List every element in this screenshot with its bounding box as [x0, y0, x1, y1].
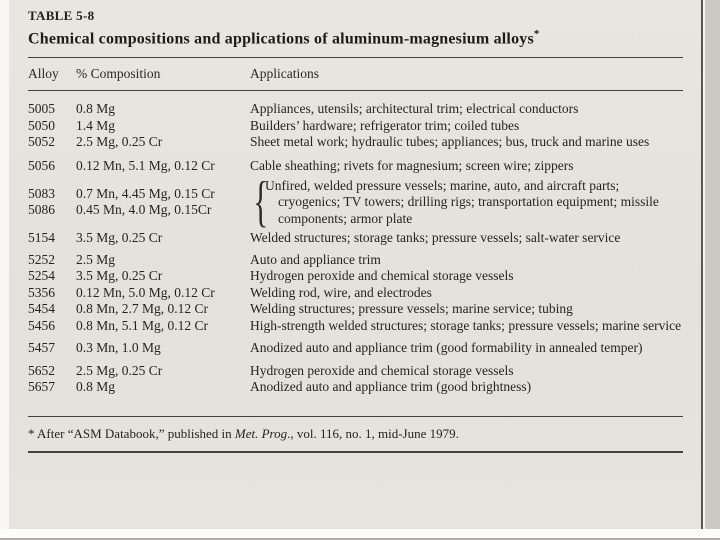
alloy-cell: 5083 — [28, 185, 55, 201]
alloy-cell: 5056 — [28, 157, 55, 173]
composition-cell: 0.12 Mn, 5.1 Mg, 0.12 Cr — [76, 157, 215, 173]
applications-cell: Unfired, welded pressure vessels; marine, auto, and aircraft parts; cryogenics; TV towers; drilling rigs; transportation equipment; missile components; armor plate — [265, 177, 659, 226]
table-row — [28, 268, 683, 285]
group-alloy-cells — [28, 186, 250, 219]
applications-cell: Builders’ hardware; refrigerator trim; coiled tubes — [250, 117, 520, 133]
composition-cell: 3.5 Mg, 0.25 Cr — [76, 268, 163, 284]
scan-paper-area — [9, 0, 703, 529]
table-row — [28, 118, 683, 135]
table-row — [28, 318, 683, 335]
alloy-cell: 5356 — [28, 284, 55, 300]
applications-cell: Anodized auto and appliance trim (good formability in annealed temper) — [250, 340, 643, 356]
group-subrow — [28, 202, 250, 219]
applications-cell: Cable sheathing; rivets for magnesium; screen wire; zippers — [250, 157, 574, 173]
applications-cell: Appliances, utensils; architectural trim; electrical conductors — [250, 101, 579, 117]
header-applications: Applications — [250, 66, 319, 82]
composition-cell: 0.3 Mn, 1.0 Mg — [76, 340, 161, 356]
alloy-cell: 5086 — [28, 202, 55, 218]
header-composition: % Composition — [76, 66, 161, 82]
applications-cell: Welding rod, wire, and electrodes — [250, 284, 432, 300]
footnote-prefix: * After “ASM Databook,” published in — [28, 425, 235, 441]
composition-cell: 0.7 Mn, 4.45 Mg, 0.15 Cr — [76, 185, 215, 201]
group-brace-glyph: { — [253, 171, 269, 234]
alloy-cell: 5252 — [28, 251, 55, 267]
applications-cell: Welded structures; storage tanks; pressure vessels; salt-water service — [250, 230, 621, 246]
alloy-cell: 5652 — [28, 362, 55, 378]
applications-cell: Welding structures; pressure vessels; marine service; tubing — [250, 301, 573, 317]
scan-right-margin — [705, 0, 720, 529]
table-row — [28, 230, 683, 247]
alloy-cell: 5456 — [28, 317, 55, 333]
composition-cell: 0.8 Mg — [76, 101, 116, 117]
applications-cell: Anodized auto and appliance trim (good brightness) — [250, 379, 532, 395]
footnote-suffix: ., vol. 116, no. 1, mid-June 1979. — [287, 425, 459, 441]
composition-cell: 0.8 Mn, 5.1 Mg, 0.12 Cr — [76, 317, 209, 333]
composition-cell: 0.8 Mn, 2.7 Mg, 0.12 Cr — [76, 301, 209, 317]
alloy-cell: 5005 — [28, 101, 55, 117]
table-row — [28, 340, 683, 357]
applications-cell: Sheet metal work; hydraulic tubes; appliances; bus, truck and marine uses — [250, 134, 650, 150]
group-applications — [250, 171, 683, 234]
table-row — [28, 252, 683, 269]
applications-cell: Hydrogen peroxide and chemical storage vessels — [250, 268, 514, 284]
alloy-cell: 5457 — [28, 340, 55, 356]
table-row — [28, 379, 683, 396]
table-row — [28, 158, 683, 175]
alloy-cell: 5657 — [28, 379, 55, 395]
applications-cell: Auto and appliance trim — [250, 251, 381, 267]
rule-bottom — [28, 451, 683, 453]
table-row — [28, 101, 683, 118]
scan-bottom-margin — [0, 529, 720, 540]
header-alloy: Alloy — [28, 66, 59, 82]
table-row — [28, 363, 683, 380]
applications-cell: Hydrogen peroxide and chemical storage vessels — [250, 362, 514, 378]
table-row — [28, 301, 683, 318]
alloy-cell: 5050 — [28, 117, 55, 133]
alloy-cell: 5154 — [28, 230, 55, 246]
rule-under-header — [28, 90, 683, 91]
composition-cell: 2.5 Mg, 0.25 Cr — [76, 134, 163, 150]
alloy-cell: 5254 — [28, 268, 55, 284]
composition-cell: 3.5 Mg, 0.25 Cr — [76, 230, 163, 246]
composition-cell: 2.5 Mg — [76, 251, 116, 267]
alloy-cell: 5052 — [28, 134, 55, 150]
table-header-row — [28, 66, 683, 82]
composition-cell: 0.12 Mn, 5.0 Mg, 0.12 Cr — [76, 284, 215, 300]
table-row — [28, 285, 683, 302]
group-subrow — [28, 186, 250, 203]
table-title — [28, 28, 683, 48]
table-label: TABLE 5-8 — [28, 8, 95, 23]
table-title-text: Chemical compositions and applications of aluminum-magnesium alloys — [28, 30, 534, 48]
alloy-cell: 5454 — [28, 301, 55, 317]
table-row-group — [28, 171, 683, 234]
composition-cell: 1.4 Mg — [76, 117, 116, 133]
table-row — [28, 134, 683, 151]
composition-cell: 2.5 Mg, 0.25 Cr — [76, 362, 163, 378]
rule-under-title — [28, 57, 683, 58]
footnote-journal-italic: Met. Prog — [234, 425, 288, 441]
composition-cell: 0.45 Mn, 4.0 Mg, 0.15Cr — [76, 202, 212, 218]
composition-cell: 0.8 Mg — [76, 379, 116, 395]
title-footnote-mark: * — [533, 28, 540, 40]
footnote — [28, 426, 683, 442]
applications-cell: High-strength welded structures; storage tanks; pressure vessels; marine service — [250, 317, 682, 333]
table-body — [28, 101, 683, 396]
rule-above-footnote — [28, 416, 683, 417]
